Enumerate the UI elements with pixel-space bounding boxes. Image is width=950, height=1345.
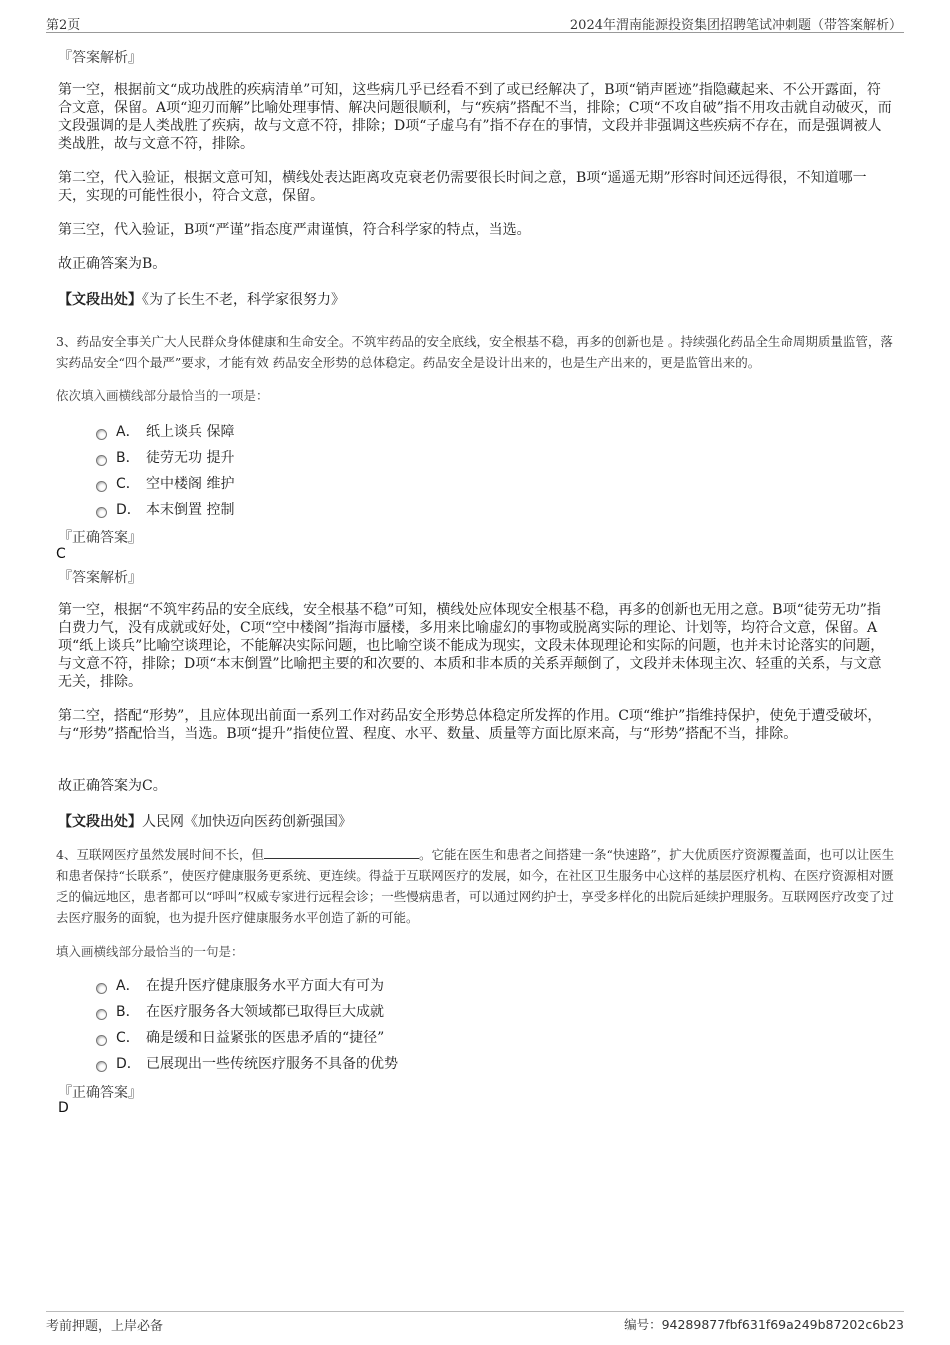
q3-option-d[interactable]: D． 本末倒置 控制 [96, 499, 234, 519]
footer-slogan: 考前押题，上岸必备 [46, 1319, 164, 1334]
fill-blank [264, 846, 419, 859]
q3-conclusion: 故正确答案为C。 [58, 778, 167, 794]
q2-source [58, 289, 894, 309]
q3-source [58, 811, 894, 831]
radio-icon[interactable] [96, 455, 107, 466]
q4-option-d[interactable]: D． 已展现出一些传统医疗服务不具备的优势 [96, 1053, 398, 1073]
q4-correct-answer: D [58, 1100, 69, 1116]
radio-icon[interactable] [96, 1035, 107, 1046]
q2-conclusion: 故正确答案为B。 [58, 256, 167, 272]
radio-icon[interactable] [96, 481, 107, 492]
q4-option-c[interactable]: C． 确是缓和日益紧张的医患矛盾的“捷径” [96, 1027, 384, 1047]
q3-option-c[interactable]: C． 空中楼阁 维护 [96, 473, 234, 493]
q3-correct-answer: C [56, 546, 66, 562]
q3-stem: 3、药品安全事关广大人民群众身体健康和生命安全。不筑牢药品的安全底线，安全根基不稳，再多的创新也是 。持续强化药品全生命周期质量监管，落实药品安全“四个最严”要求，才能有效 药品安全形势的总体稳定。药品安全是设计出来的，也是生产出来的，更是监管出来的。 [56, 334, 893, 370]
q2-analysis-para2: 第二空，代入验证，根据文意可知，横线处表达距离攻克衰老仍需要很长时间之意，B项“遥遥无期”形容时间还远得很，不知道哪一天，实现的可能性很小，符合文意，保留。 [58, 170, 867, 204]
page-footer [46, 1311, 904, 1334]
q4-stem: 4、互联网医疗虽然发展时间不长，但 。它能在医生和患者之间搭建一条“快速路”，扩大优质医疗资源覆盖面，也可以让医生和患者保持“长联系”，使医疗健康服务更系统、更连续。得益于互联网医疗的发展，如今，在社区卫生服务中心这样的基层医疗机构、在医疗资源相对匮乏的偏远地区，患者都可以“呼叫”权威专家进行远程会诊；一些慢病患者，可以通过网约护士，享受多样化的出院后延续护理服务。互联网医疗改变了过去医疗服务的面貌，也为提升医疗健康服务水平创造了新的可能。 [56, 847, 895, 925]
q2-analysis-para1: 第一空，根据前文“成功战胜的疾病清单”可知，这些病几乎已经看不到了或已经解决了，B项“销声匿迹”指隐藏起来、不公开露面，符合文意，保留。A项“迎刃而解”比喻处理事情、解决问题很顺利，与“疾病”搭配不当，排除；C项“不攻自破”指不用攻击就自动破灭，而文段强调的是人类战胜了疾病，故与文意不符，排除；D项“子虚乌有”指不存在的事情，文段并非强调这些疾病不存在，而是强调被人类战胜，故与文意不符，排除。 [58, 82, 892, 152]
q3-analysis-para2: 第二空，搭配“形势”，且应体现出前面一系列工作对药品安全形势总体稳定所发挥的作用。C项“维护”指维持保护，使免于遭受破坏，与“形势”搭配恰当，当选。B项“提升”指使位置、程度、水平、数量、质量等方面比原来高，与“形势”搭配不当，排除。 [58, 708, 882, 742]
q3-option-b[interactable]: B． 徒劳无功 提升 [96, 447, 234, 467]
radio-icon[interactable] [96, 507, 107, 518]
q3-correct-label: 『正确答案』 [58, 530, 142, 546]
q4-option-b[interactable]: B． 在医疗服务各大领域都已取得巨大成就 [96, 1001, 384, 1021]
q3-source-text: 人民网《加快迈向医药创新强国》 [142, 814, 352, 830]
document-id: 编号：94289877fbf631f69a249b87202c6b23 [624, 1317, 904, 1332]
q3-analysis-para1: 第一空，根据“不筑牢药品的安全底线，安全根基不稳”可知，横线处应体现安全根基不稳，再多的创新也无用之意。B项“徒劳无功”指白费力气，没有成就或好处，C项“空中楼阁”指海市蜃楼，多用来比喻虚幻的事物或脱离实际的理论、计划等，均符合文意，保留。A项“纸上谈兵”比喻空谈理论，不能解决实际问题，也比喻空谈不能成为现实，文段未体现理论和实际的问题，也并未讨论落实的问题，与文意不符，排除；D项“本末倒置”比喻把主要的和次要的、本质和非本质的关系弄颠倒了，文段并未体现主次、轻重的关系，与文意无关，排除。 [58, 602, 885, 690]
q2-source-text: 《为了长生不老，科学家很努力》 [142, 292, 345, 308]
q4-option-a[interactable]: A． 在提升医疗健康服务水平方面大有可为 [96, 975, 384, 995]
q2-analysis-para3: 第三空，代入验证，B项“严谨”指态度严肃谨慎，符合科学家的特点，当选。 [58, 222, 531, 238]
q3-analysis-label: 『答案解析』 [58, 570, 142, 586]
q3-prompt: 依次填入画横线部分最恰当的一项是： [56, 388, 269, 403]
page-header [46, 12, 904, 33]
q2-analysis-label: 『答案解析』 [58, 50, 142, 66]
document-title: 2024年渭南能源投资集团招聘笔试冲刺题（带答案解析） [569, 18, 902, 33]
radio-icon[interactable] [96, 429, 107, 440]
q3-source-label: 【文段出处】 [58, 814, 142, 830]
radio-icon[interactable] [96, 983, 107, 994]
q4-prompt: 填入画横线部分最恰当的一句是： [56, 944, 244, 959]
q4-correct-label: 『正确答案』 [58, 1085, 142, 1101]
radio-icon[interactable] [96, 1009, 107, 1020]
q3-option-a[interactable]: A． 纸上谈兵 保障 [96, 421, 234, 441]
page-number: 第2页 [46, 18, 81, 33]
q2-source-label: 【文段出处】 [58, 292, 142, 308]
radio-icon[interactable] [96, 1061, 107, 1072]
